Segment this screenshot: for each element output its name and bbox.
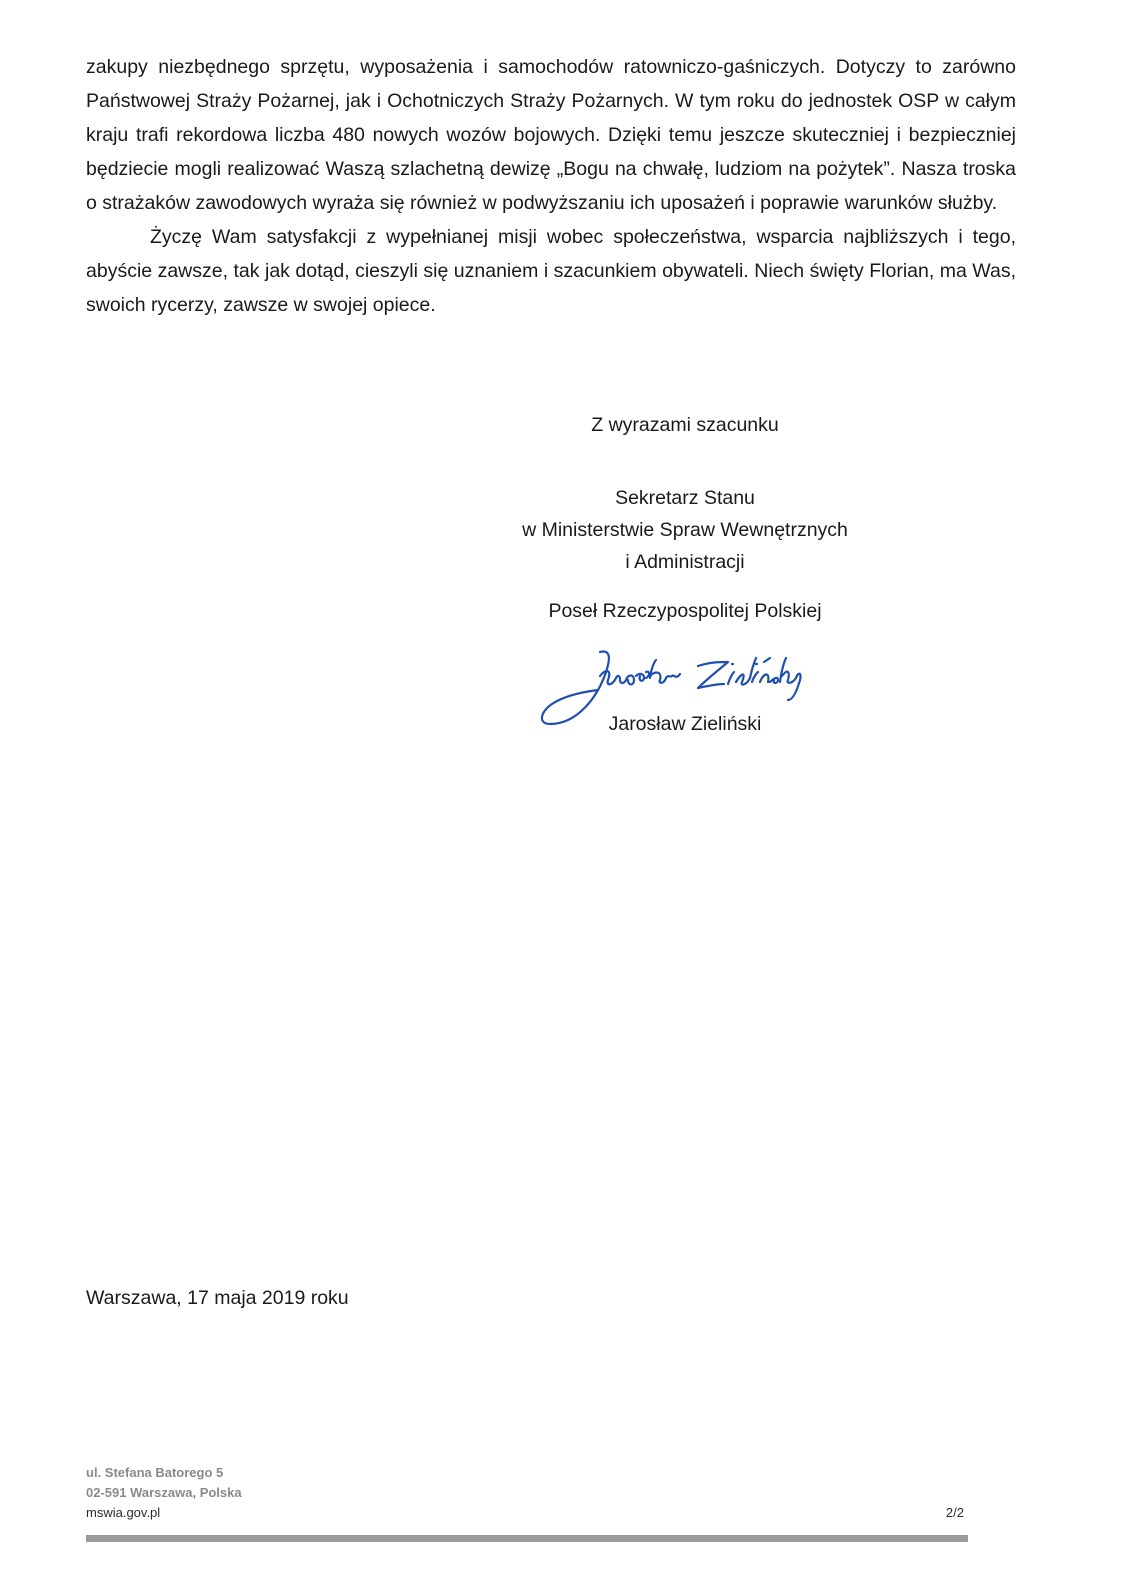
footer-address — [86, 1463, 242, 1523]
mp-title: Poseł Rzeczypospolitej Polskiej — [548, 600, 822, 622]
signatory-name: Jarosław Zieliński — [608, 713, 762, 735]
closing-phrase: Z wyrazami szacunku — [591, 414, 779, 436]
role-line-3: i Administracji — [625, 551, 745, 573]
letter-body — [86, 50, 1016, 322]
paragraph-2: Życzę Wam satysfakcji z wypełnianej misji wobec społeczeństwa, wsparcia najbliższych i tego, abyście zawsze, tak jak dotąd, cieszyli się uznaniem i szacunkiem obywateli. Niech święty Florian, ma Was, swoich rycerzy, zawsze w swojej opiece. — [86, 226, 1016, 316]
role-line-1: Sekretarz Stanu — [615, 487, 755, 509]
footer-divider — [86, 1535, 968, 1542]
website-link[interactable]: mswia.gov.pl — [86, 1505, 161, 1520]
page-number: 2/2 — [945, 1505, 964, 1520]
paragraph-1: zakupy niezbędnego sprzętu, wyposażenia i samochodów ratowniczo-gaśniczych. Dotyczy to zarówno Państwowej Straży Pożarnej, jak i Ochotniczych Straży Pożarnych. W tym roku do jednostek OSP w całym kraju trafi rekordowa liczba 480 nowych wozów bojowych. Dzięki temu jeszcze skuteczniej i bezpieczniej będziecie mogli realizować Waszą szlachetną dewizę „Bogu na chwałę, ludziom na pożytek”. Nasza troska o strażaków zawodowych wyraża się również w podwyższaniu ich uposażeń i poprawie warunków służby. — [86, 56, 1016, 214]
role-line-2: w Ministerstwie Spraw Wewnętrznych — [522, 519, 848, 541]
address-city: 02-591 Warszawa, Polska — [86, 1485, 242, 1500]
address-street: ul. Stefana Batorego 5 — [86, 1465, 224, 1480]
date-line: Warszawa, 17 maja 2019 roku — [86, 1287, 349, 1309]
signatory-role — [480, 482, 890, 578]
